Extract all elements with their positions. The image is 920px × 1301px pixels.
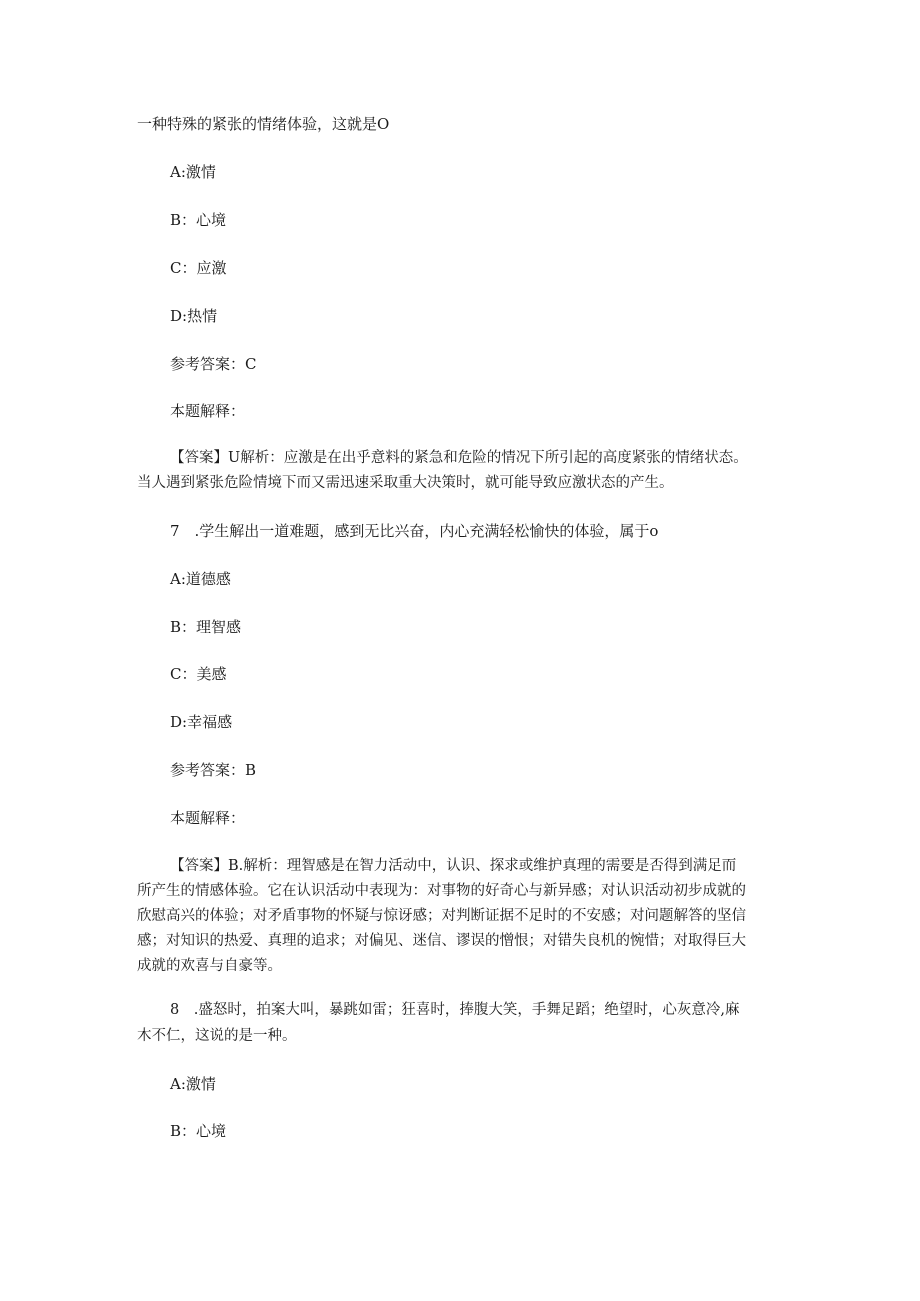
q8-stem-line2: 木不仁，这说的是一种。 <box>137 1028 297 1044</box>
q6-option-a: A:激情 <box>170 163 216 181</box>
q7-explanation-line4: 感；对知识的热爱、真理的追求；对偏见、迷信、谬误的憎恨；对错失良机的惋惜；对取得巨大 <box>137 933 746 949</box>
q6-answer: 参考答案：C <box>170 355 257 373</box>
q8-option-b: B：心境 <box>170 1122 227 1140</box>
q7-explanation-line5: 成就的欢喜与自豪等。 <box>137 958 282 974</box>
q7-option-b: B：理智感 <box>170 618 242 636</box>
q7-explanation-line1: 【答案】B.解析：理智感是在智力活动中，认识、探求或维护真理的需要是否得到满足而 <box>170 858 737 874</box>
q8-stem-line1: 8 .盛怒时，拍案大叫，暴跳如雷；狂喜时，捧腹大笑，手舞足蹈；绝望时，心灰意冷,麻 <box>170 1002 740 1018</box>
q8-option-a: A:激情 <box>170 1075 216 1093</box>
q7-answer: 参考答案：B <box>170 761 257 779</box>
q7-option-c: C：美感 <box>170 665 227 683</box>
q6-explanation-line1: 【答案】U解析：应激是在出乎意料的紧急和危险的情况下所引起的高度紧张的情绪状态。 <box>170 450 748 466</box>
q7-explanation-line2: 所产生的情感体验。它在认识活动中表现为：对事物的好奇心与新异感；对认识活动初步成就的 <box>137 883 746 899</box>
q7-explanation-line3: 欣慰高兴的体验；对矛盾事物的怀疑与惊讶感；对判断证据不足时的不安感；对问题解答的坚信 <box>137 908 746 924</box>
q6-option-c: C：应激 <box>170 259 227 277</box>
q6-stem-tail: 一种特殊的紧张的情绪体验，这就是O <box>137 115 390 133</box>
q7-explain-label: 本题解释： <box>170 809 246 827</box>
q6-option-d: D:热情 <box>170 307 218 325</box>
q7-option-d: D:幸福感 <box>170 713 233 731</box>
q7-option-a: A:道德感 <box>170 570 231 588</box>
q6-explain-label: 本题解释： <box>170 402 246 420</box>
q6-option-b: B：心境 <box>170 211 227 229</box>
q6-explanation-line2: 当人遇到紧张危险情境下而又需迅速采取重大决策时，就可能导致应激状态的产生。 <box>137 475 674 491</box>
q7-stem: 7 .学生解出一道难题，感到无比兴奋，内心充满轻松愉快的体验，属于o <box>170 522 659 540</box>
